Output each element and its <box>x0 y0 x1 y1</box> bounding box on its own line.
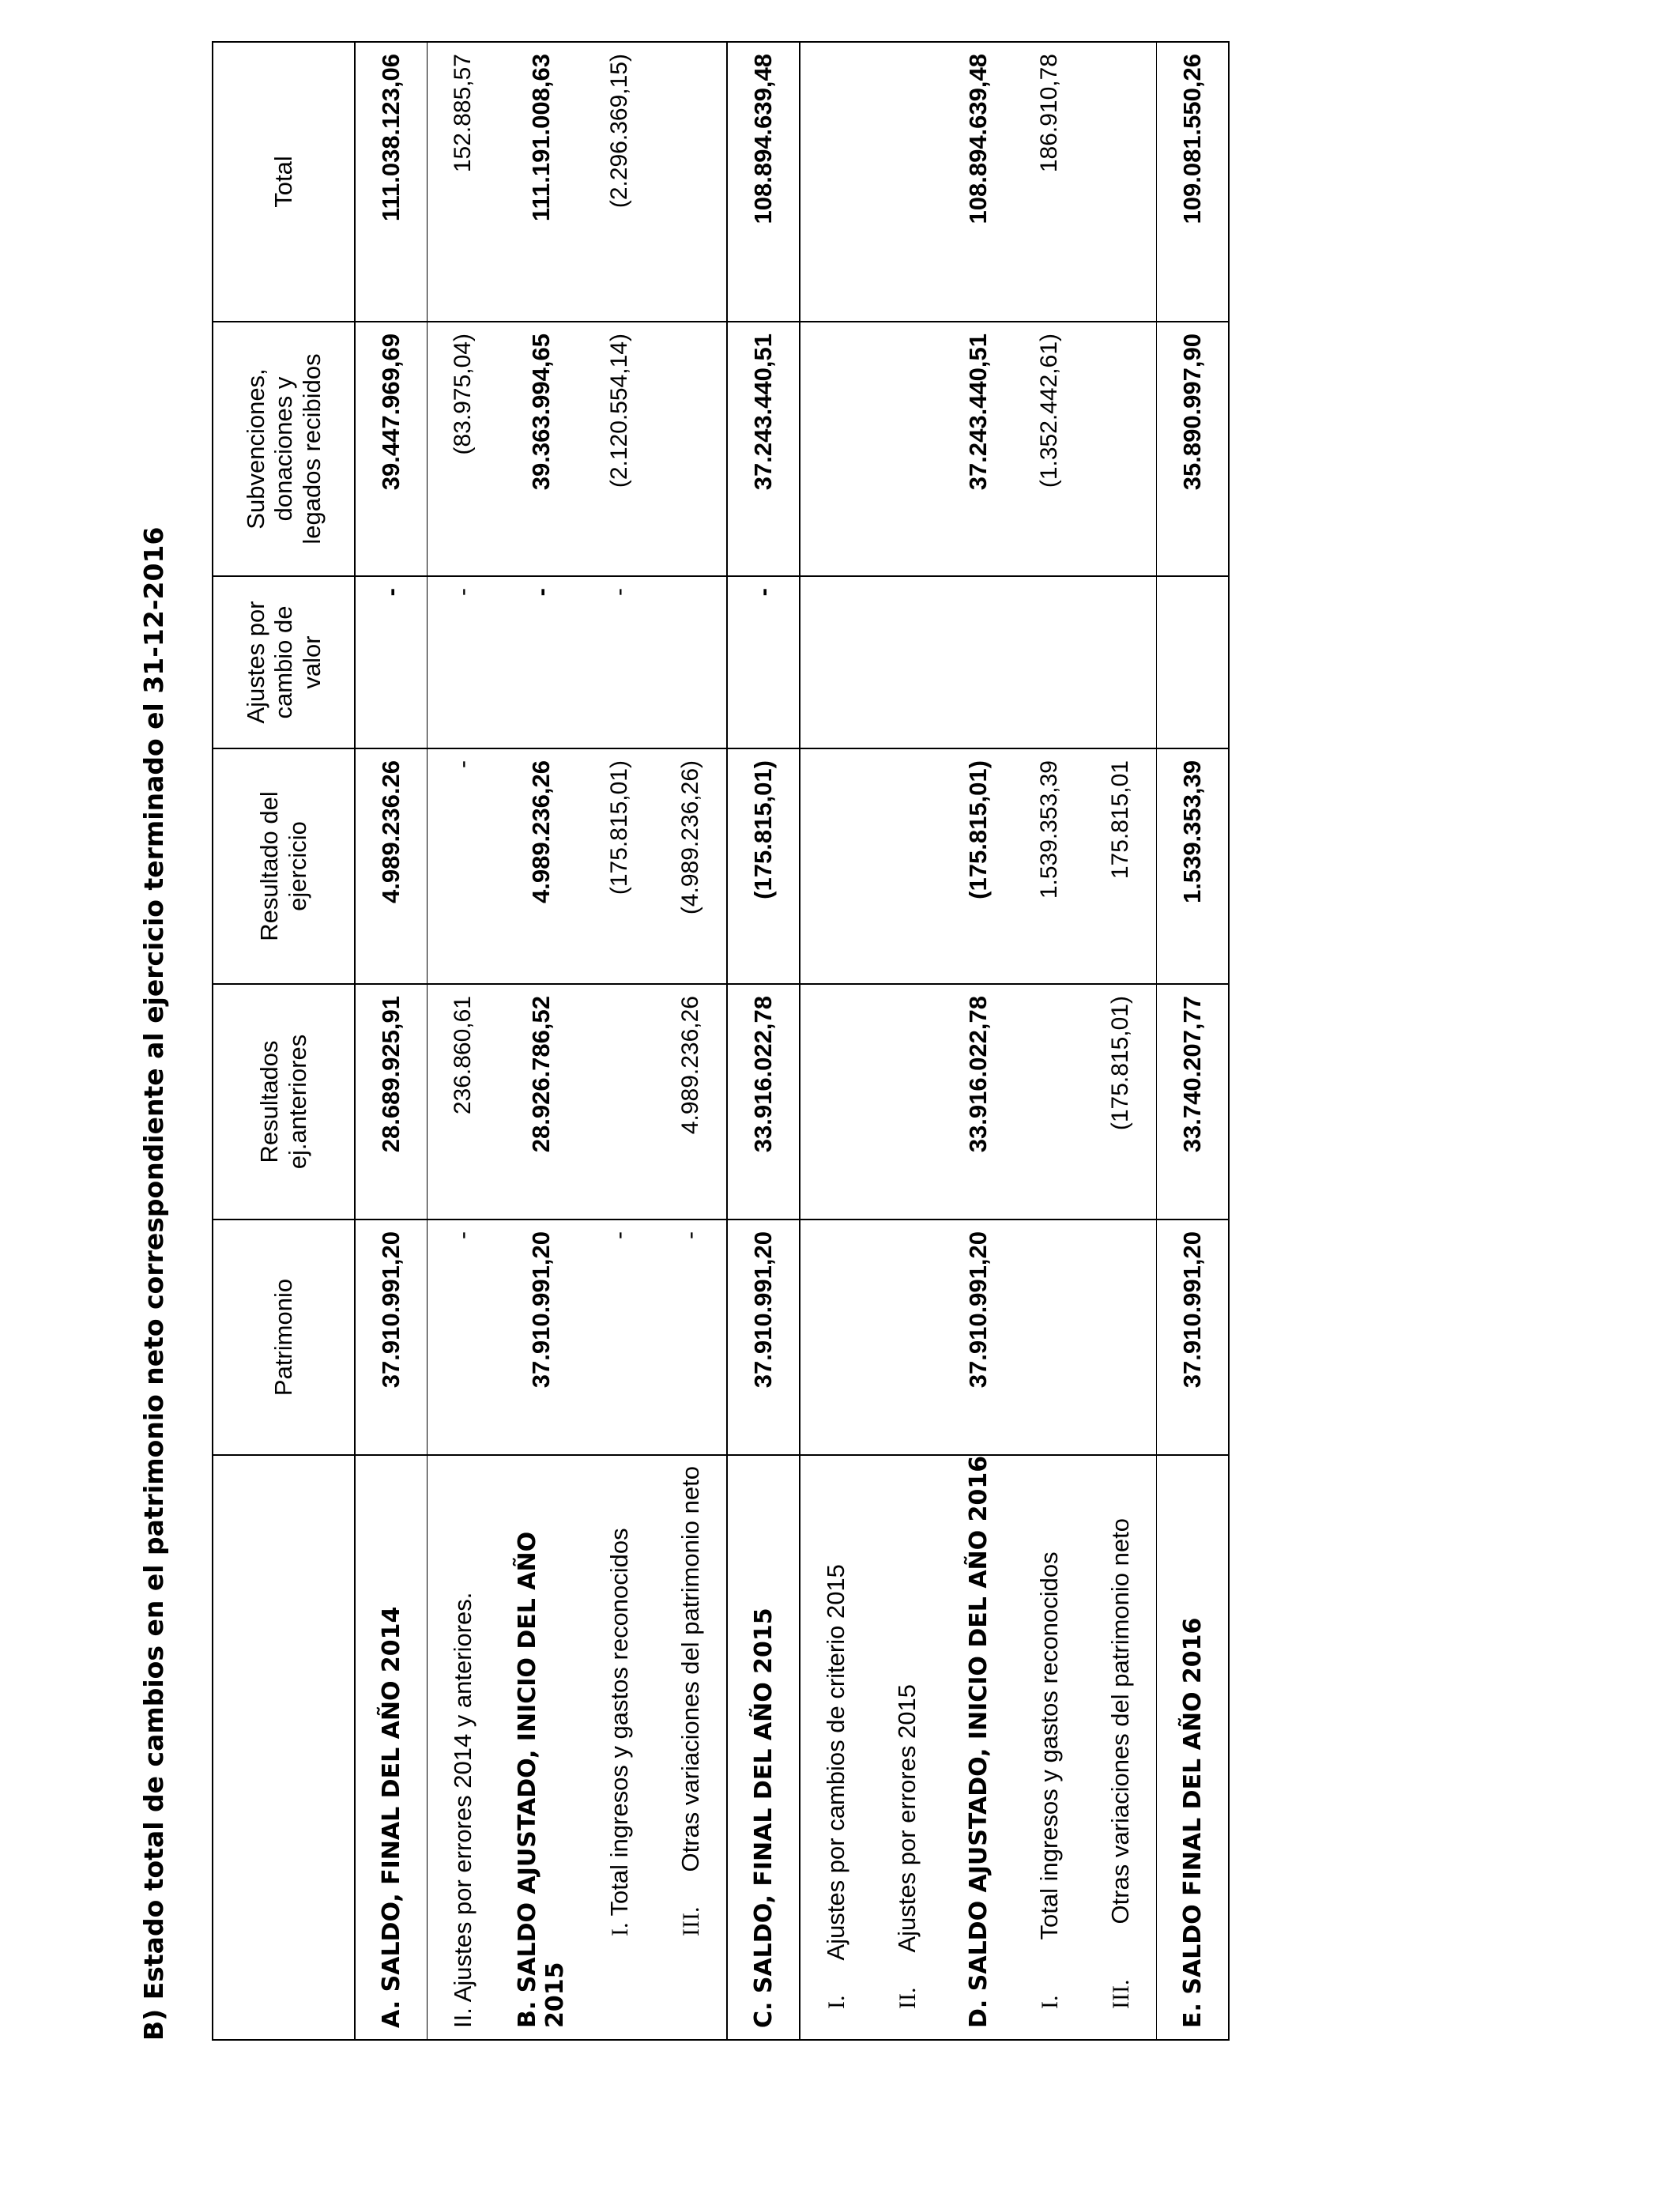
rotated-page <box>138 41 1640 2041</box>
cell-value <box>872 1220 943 1455</box>
cell-value: 28.926.786,52 <box>499 984 584 1220</box>
table-row <box>355 42 428 2040</box>
row-label <box>1014 1455 1085 2040</box>
cell-value <box>872 576 943 748</box>
cell-value: 186.910,78 <box>1014 42 1085 322</box>
cell-value <box>800 322 872 576</box>
row-label: E. SALDO FINAL DEL AÑO 2016 <box>1157 1455 1230 2040</box>
cell-value: 37.910.991,20 <box>727 1220 800 1455</box>
row-label <box>584 1455 655 2040</box>
header-ajustes-cambio-valor: Ajustes por cambio de valor <box>213 576 355 748</box>
cell-value: (175.815,01) <box>584 748 655 984</box>
cell-value: (2.296.369,15) <box>584 42 655 322</box>
row-label-text: Otras variaciones del patrimonio neto <box>1106 1518 1134 1924</box>
row-label-text: Total ingresos y gastos reconocidos <box>605 1528 633 1917</box>
row-label: A. SALDO, FINAL DEL AÑO 2014 <box>355 1455 428 2040</box>
cell-value: - <box>428 748 499 984</box>
cell-value: (175.815,01) <box>943 748 1014 984</box>
cell-value: 111.038.123,06 <box>355 42 428 322</box>
row-label-text: Ajustes por cambios de criterio 2015 <box>822 1564 849 1961</box>
cell-value <box>655 576 727 748</box>
row-label-text: Ajustes por errores 2015 <box>893 1684 921 1953</box>
document-title: B) Estado total de cambios en el patrimonio neto correspondiente al ejercicio terminado el 31-12-2016 <box>138 526 169 2041</box>
roman-numeral: I. <box>607 1922 633 1936</box>
cell-value: - <box>584 1220 655 1455</box>
row-label-line2: 2015 <box>541 1962 569 2028</box>
row-label: C. SALDO, FINAL DEL AÑO 2015 <box>727 1455 800 2040</box>
roman-numeral: III. <box>678 1906 704 1936</box>
cell-value: 109.081.550,26 <box>1157 42 1230 322</box>
roman-numeral: III. <box>1108 1979 1134 2009</box>
cell-value: 152.885,57 <box>428 42 499 322</box>
cell-value: - <box>355 576 428 748</box>
cell-value <box>1014 576 1085 748</box>
table-row <box>872 42 943 2040</box>
cell-value: (175.815,01) <box>1085 984 1157 1220</box>
cell-value <box>1157 576 1230 748</box>
cell-value <box>800 984 872 1220</box>
cell-value <box>655 42 727 322</box>
row-label <box>1085 1455 1157 2040</box>
cell-value: 28.689.925,91 <box>355 984 428 1220</box>
cell-value <box>872 42 943 322</box>
row-label-text: Otras variaciones del patrimonio neto <box>676 1466 704 1872</box>
cell-value <box>1085 42 1157 322</box>
cell-value <box>1085 1220 1157 1455</box>
header-resultados-anteriores: Resultados ej.anteriores <box>213 984 355 1220</box>
cell-value: 39.363.994,65 <box>499 322 584 576</box>
row-label <box>655 1455 727 2040</box>
cell-value: 39.447.969,69 <box>355 322 428 576</box>
cell-value: (4.989.236,26) <box>655 748 727 984</box>
row-label: D. SALDO AJUSTADO, INICIO DEL AÑO 2016 <box>943 1455 1014 2040</box>
header-subvenciones: Subvenciones, donaciones y legados recibidos <box>213 322 355 576</box>
header-total: Total <box>213 42 355 322</box>
cell-value: 37.243.440,51 <box>943 322 1014 576</box>
roman-numeral: II. <box>895 1987 921 2009</box>
cell-value <box>800 748 872 984</box>
table-row <box>727 42 800 2040</box>
cell-value: - <box>499 576 584 748</box>
table-row <box>655 42 727 2040</box>
cell-value: 33.916.022,78 <box>943 984 1014 1220</box>
table-row <box>1157 42 1230 2040</box>
cell-value: 108.894.639,48 <box>727 42 800 322</box>
cell-value: 33.916.022,78 <box>727 984 800 1220</box>
cell-value: 111.191.008,63 <box>499 42 584 322</box>
cell-value: - <box>428 576 499 748</box>
table-row <box>1085 42 1157 2040</box>
cell-value: (175.815,01) <box>727 748 800 984</box>
cell-value <box>1014 984 1085 1220</box>
table-row <box>1014 42 1085 2040</box>
row-label <box>872 1455 943 2040</box>
row-label <box>499 1455 584 2040</box>
table-row <box>499 42 584 2040</box>
roman-numeral: I. <box>1037 1995 1063 2009</box>
header-patrimonio: Patrimonio <box>213 1220 355 1455</box>
cell-value: - <box>655 1220 727 1455</box>
row-label <box>428 1455 499 2040</box>
roman-numeral: I. <box>823 1995 849 2009</box>
cell-value <box>1085 576 1157 748</box>
equity-changes-table <box>212 41 1230 2041</box>
cell-value <box>655 322 727 576</box>
table-header-row <box>213 42 355 2040</box>
table-row <box>584 42 655 2040</box>
cell-value: 37.243.440,51 <box>727 322 800 576</box>
cell-value: - <box>584 576 655 748</box>
cell-value: 236.860,61 <box>428 984 499 1220</box>
cell-value: 108.894.639,48 <box>943 42 1014 322</box>
cell-value: (83.975,04) <box>428 322 499 576</box>
cell-value <box>872 322 943 576</box>
cell-value <box>800 1220 872 1455</box>
cell-value: 1.539.353,39 <box>1157 748 1230 984</box>
cell-value: 37.910.991,20 <box>499 1220 584 1455</box>
cell-value <box>1014 1220 1085 1455</box>
cell-value: 35.890.997,90 <box>1157 322 1230 576</box>
table-row <box>943 42 1014 2040</box>
cell-value: (2.120.554,14) <box>584 322 655 576</box>
cell-value: 4.989.236,26 <box>655 984 727 1220</box>
cell-value: - <box>727 576 800 748</box>
cell-value: - <box>428 1220 499 1455</box>
cell-value: 37.910.991,20 <box>943 1220 1014 1455</box>
header-resultado-ejercicio: Resultado del ejercicio <box>213 748 355 984</box>
row-label-line1: B. SALDO AJUSTADO, INICIO DEL AÑO <box>514 1531 541 2028</box>
cell-value: 4.989.236,26 <box>499 748 584 984</box>
cell-value: 4.989.236.26 <box>355 748 428 984</box>
cell-value: 37.910.991,20 <box>355 1220 428 1455</box>
cell-value <box>584 984 655 1220</box>
cell-value: 1.539.353,39 <box>1014 748 1085 984</box>
row-label <box>800 1455 872 2040</box>
cell-value <box>800 576 872 748</box>
row-label-text: Total ingresos y gastos reconocidos <box>1035 1551 1063 1940</box>
cell-value: 37.910.991,20 <box>1157 1220 1230 1455</box>
table-row <box>428 42 499 2040</box>
cell-value <box>872 748 943 984</box>
cell-value <box>1085 322 1157 576</box>
table-row <box>800 42 872 2040</box>
cell-value: 175.815,01 <box>1085 748 1157 984</box>
row-label-text: II. Ajustes por errores 2014 y anteriores. <box>449 1592 477 2028</box>
cell-value <box>872 984 943 1220</box>
cell-value <box>800 42 872 322</box>
cell-value <box>943 576 1014 748</box>
cell-value: (1.352.442,61) <box>1014 322 1085 576</box>
cell-value: 33.740.207,77 <box>1157 984 1230 1220</box>
header-blank <box>213 1455 355 2040</box>
